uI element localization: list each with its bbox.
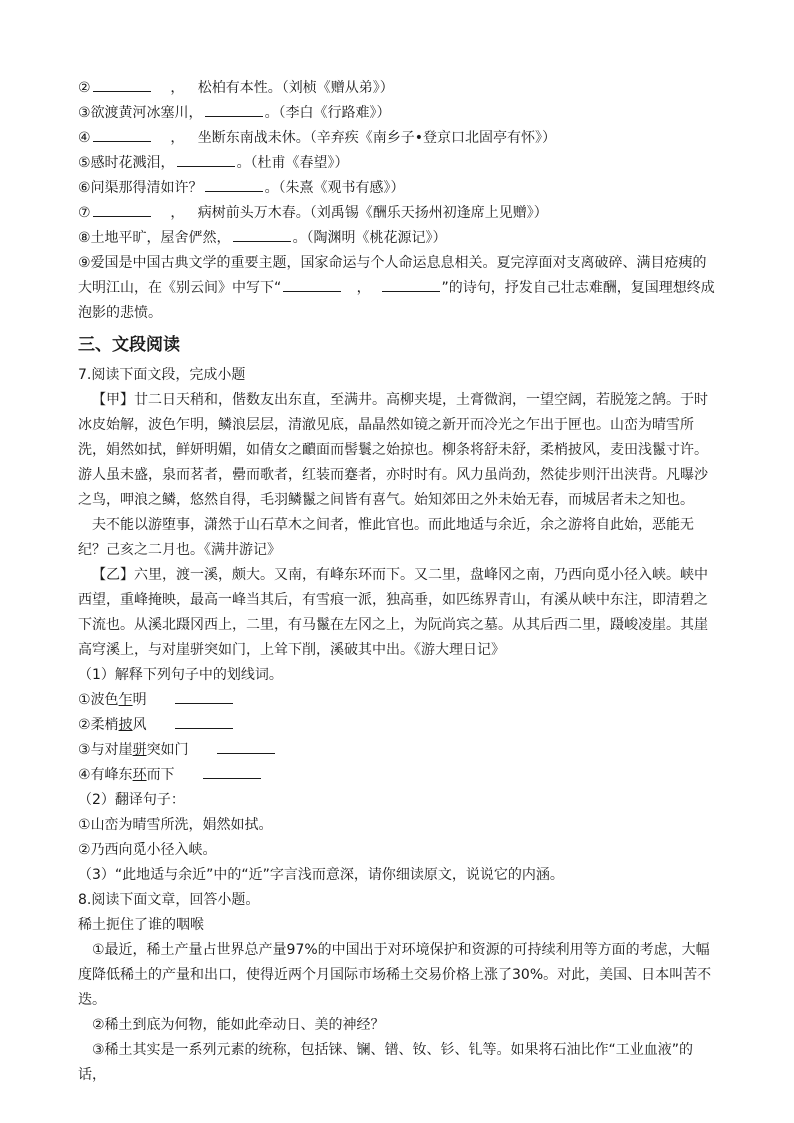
item-number: ⑦ [78,205,91,221]
item-number: ⑨ [78,255,91,271]
document-content [78,76,718,1088]
poem-line: 土地平旷，屋舍俨然， [90,230,231,246]
item-number: ② [78,842,91,858]
passage-tag: 【乙】 [92,567,134,583]
vocab-text: 波色 [90,692,119,708]
passage-text: 六里，渡一溪，颇大。又南，有峰东环而下。又二里，盘峰冈之南，乃西向觅小径入峡。峡中西望，重峰掩映，最高一峰当其后，有雪痕一派，独高垂，如匹练界青山，有溪从峡中东注，即清碧之下流也。从溪北蹑冈西上，二里，有马鬣在左冈之上，为阮尚宾之墓。从其后西二里，蹑峻凌崖。其崖高穹溪上，与对崖骈突如门，上耸下削，溪破其中出。《游大理日记》 [78,567,708,658]
vocab-text: 与对崖 [90,742,133,758]
question-title: 8.阅读下面文章，回答小题。 [78,892,260,908]
answer-blank[interactable] [233,226,291,242]
punctuation: ， [356,280,371,296]
question-text: ”的诗句，抒发自己壮志难酬，复国理想终成泡影的悲愤。 [78,280,715,321]
passage-tag: 【甲】 [92,392,134,408]
item-number: ③ [78,105,91,121]
answer-blank[interactable] [203,763,261,779]
poem-line: 病树前头万木春。（刘禹锡《酬乐天扬州初逢席上见赠》） [197,205,548,221]
vocab-item [78,688,718,713]
subquestion-3: （3）“此地适与余近”中的“近”字言浅而意深，请你细读原文，说说它的内涵。 [78,867,564,883]
vocab-text: 明 [132,692,147,708]
item-number: ④ [78,767,91,783]
answer-blank[interactable] [177,151,235,167]
item-number: ⑤ [78,155,91,171]
item-number: ① [78,817,91,833]
article-paragraph-1: ①最近，稀土产量占世界总产量97%的中国出于对环境保护和资源的可持续利用等方面的考虑，大幅度降低稀土的产量和出口，使得近两个月国际市场稀土交易价格上涨了30%。对此，美国、日本叫苦不迭。 [78,942,712,1008]
poem-line: 欲渡黄河冰塞川， [90,105,203,121]
answer-blank[interactable] [382,276,440,292]
article-paragraph-3: ③稀土其实是一系列元素的统称，包括铼、镧、镨、钕、钐、钆等。如果将石油比作“工业血液”的话， [78,1042,694,1083]
item-number: ④ [78,130,91,146]
underlined-word: 披 [118,717,133,733]
question-8 [78,888,718,1088]
answer-blank[interactable] [175,713,233,729]
poem-line: 坐断东南战未休。（辛弃疾《南乡子•登京口北固亭有怀》） [197,130,556,146]
subquestion-1-title: （1）解释下列句子中的划线词。 [78,667,283,683]
vocab-item [78,763,718,788]
subquestion-2-title: （2）翻译句子： [78,792,185,808]
poem-line: 感时花溅泪， [90,155,175,171]
translate-item [78,813,718,838]
answer-blank[interactable] [205,101,263,117]
passage-text: 廿二日天稍和，偕数友出东直，至满井。高柳夹堤，土膏微润，一望空阔，若脱笼之鹄。于时冰皮始解，波色乍明，鳞浪层层，清澈见底，晶晶然如镜之新开而冷光之乍出于匣也。山峦为晴雪所洗，娟然如拭，鲜妍明媚，如倩女之靧面而髻鬟之始掠也。柳条将舒未舒，柔梢披风，麦田浅鬣寸许。游人虽未盛，泉而茗者，罍而歌者，红装而蹇者，亦时时有。风力虽尚劲，然徒步则汗出浃背。凡曝沙之鸟，呷浪之鳞，悠然自得，毛羽鳞鬣之间皆有喜气。始知郊田之外未始无春，而城居者未之知也。 [78,392,708,508]
item-number: ② [78,80,91,96]
poem-line: 松柏有本性。（刘桢《赠从弟》） [197,80,394,96]
item-number: ⑧ [78,230,91,246]
passage-jia-2: 夫不能以游堕事，潇然于山石草木之间者，惟此官也。而此地适与余近，余之游将自此始，恶能无纪？己亥之二月也。《满井游记》 [78,517,694,558]
vocab-text: 有峰东 [90,767,133,783]
vocab-text: 柔梢 [90,717,119,733]
poem-source: 。（李白《行路难》） [264,105,391,121]
translate-text: 乃西向觅小径入峡。 [90,842,217,858]
translate-text: 山峦为晴雪所洗，娟然如拭。 [90,817,273,833]
answer-blank[interactable] [93,201,151,217]
poem-item-7 [78,201,718,226]
poem-item-8 [78,226,718,251]
poem-source: 。（朱熹《观书有感》） [264,180,405,196]
vocab-text: 突如门 [146,742,189,758]
poem-item-6 [78,176,718,201]
vocab-text: 风 [132,717,147,733]
passage-jia [78,388,718,513]
item-number: ① [78,692,91,708]
item-number: ② [78,717,91,733]
underlined-word: 骈 [132,742,147,758]
article-paragraph-2: ②稀土到底为何物，能如此牵动日、美的神经？ [92,1017,385,1033]
punctuation: ， [170,80,185,96]
question-text: 爱国是中国古典文学的重要主题，国家命运与个人命运息息相关。夏完淳面对支离破碎、满目疮痍的大明江山，在《别云间》中写下“ [78,255,707,296]
item-number: ③ [78,742,91,758]
poem-source: 。（陶渊明《桃花源记》） [292,230,447,246]
poem-item-9 [78,251,718,326]
question-7 [78,363,718,888]
underlined-word: 乍 [118,692,133,708]
punctuation: ， [170,130,185,146]
poem-item-4 [78,126,718,151]
answer-blank[interactable] [93,126,151,142]
poem-source: 。（杜甫《春望》） [236,155,349,171]
vocab-text: 而下 [146,767,175,783]
vocab-item [78,738,718,763]
question-title: 7.阅读下面文段，完成小题 [78,367,246,383]
answer-blank[interactable] [217,738,275,754]
answer-blank[interactable] [205,176,263,192]
answer-blank[interactable] [175,688,233,704]
answer-blank[interactable] [93,76,151,92]
section-title: 三、文段阅读 [78,335,180,355]
poem-line: 问渠那得清如许？ [90,180,203,196]
poem-item-2 [78,76,718,101]
translate-item [78,838,718,863]
punctuation: ， [170,205,185,221]
vocab-item [78,713,718,738]
article-title: 稀土扼住了谁的咽喉 [78,917,204,933]
poem-item-3 [78,101,718,126]
underlined-word: 环 [132,767,147,783]
poem-item-5 [78,151,718,176]
item-number: ⑥ [78,180,91,196]
passage-yi [78,563,718,663]
answer-blank[interactable] [283,276,341,292]
